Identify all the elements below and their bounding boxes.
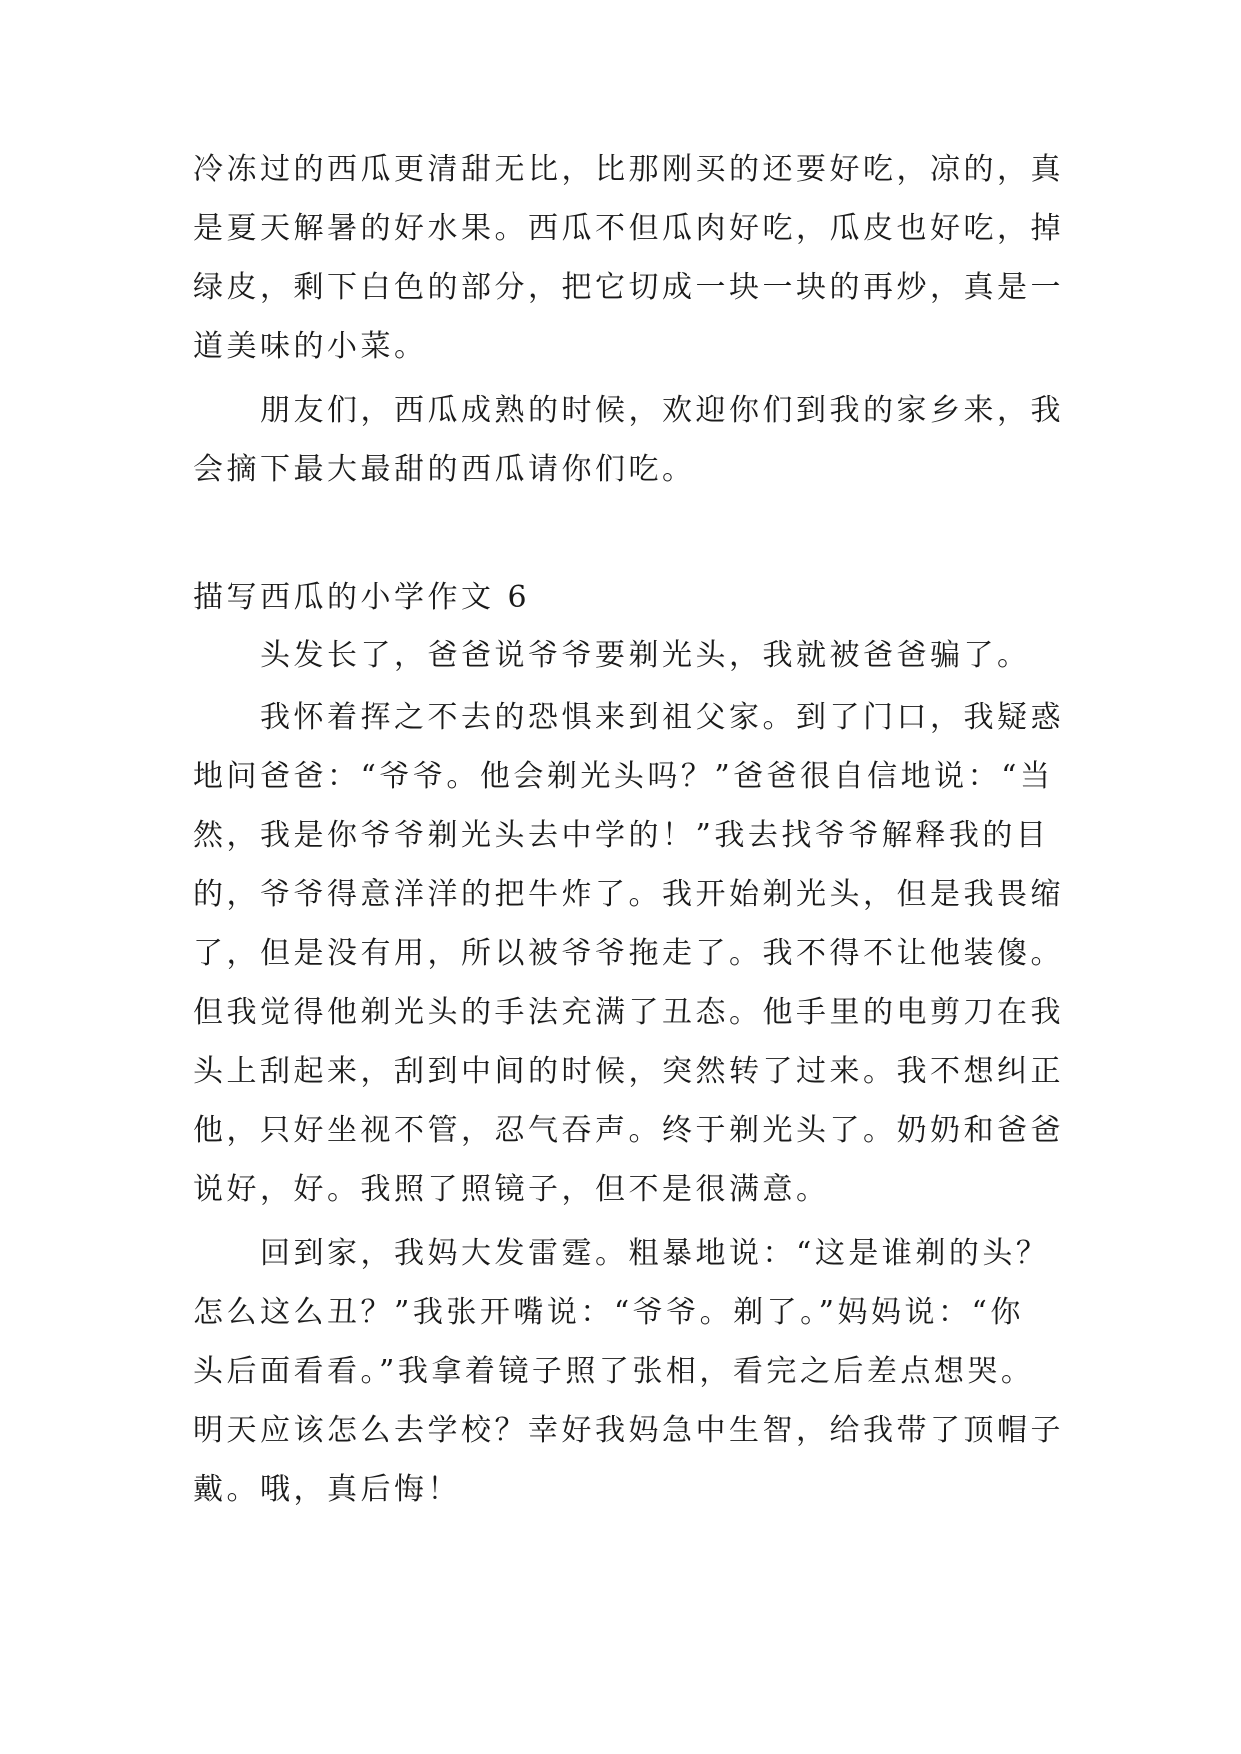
paragraph-line: 头后面看看。”我拿着镜子照了张相，看完之后差点想哭。 bbox=[193, 1354, 1035, 1389]
paragraph-line: 地问爸爸：“爷爷。他会剃光头吗？”爸爸很自信地说：“当 bbox=[193, 759, 1054, 794]
paragraph-line: 会摘下最大最甜的西瓜请你们吃。 bbox=[193, 452, 696, 487]
paragraph-line: 绿皮，剩下白色的部分，把它切成一块一块的再炒，真是一 bbox=[193, 270, 1064, 305]
paragraph-line: 但我觉得他剃光头的手法充满了丑态。他手里的电剪刀在我 bbox=[193, 995, 1064, 1030]
paragraph-line: 的，爷爷得意洋洋的把牛炸了。我开始剃光头，但是我畏缩 bbox=[193, 877, 1064, 912]
paragraph-line: 朋友们，西瓜成熟的时候，欢迎你们到我的家乡来，我 bbox=[193, 393, 1064, 428]
paragraph-line: 回到家，我妈大发雷霆。粗暴地说：“这是谁剃的头？ bbox=[193, 1236, 1050, 1271]
paragraph-line: 然，我是你爷爷剃光头去中学的！”我去找爷爷解释我的目 bbox=[193, 818, 1050, 853]
paragraph-line: 头上刮起来，刮到中间的时候，突然转了过来。我不想纠正 bbox=[193, 1054, 1064, 1089]
paragraph-line: 戴。哦，真后悔！ bbox=[193, 1472, 461, 1507]
paragraph-line: 我怀着挥之不去的恐惧来到祖父家。到了门口，我疑惑 bbox=[193, 700, 1064, 735]
paragraph-line: 说好，好。我照了照镜子，但不是很满意。 bbox=[193, 1172, 830, 1207]
paragraph-line: 他，只好坐视不管，忍气吞声。终于剃光头了。奶奶和爸爸 bbox=[193, 1113, 1064, 1148]
paragraph-line: 了，但是没有用，所以被爷爷拖走了。我不得不让他装傻。 bbox=[193, 936, 1064, 971]
paragraph-line: 冷冻过的西瓜更清甜无比，比那刚买的还要好吃，凉的，真 bbox=[193, 152, 1064, 187]
paragraph-line: 是夏天解暑的好水果。西瓜不但瓜肉好吃，瓜皮也好吃，掉 bbox=[193, 211, 1064, 246]
essay-title: 描写西瓜的小学作文 6 bbox=[193, 580, 531, 615]
paragraph-line: 怎么这么丑？”我张开嘴说：“爷爷。剃了。”妈妈说：“你 bbox=[193, 1295, 1024, 1330]
paragraph-line: 头发长了，爸爸说爷爷要剃光头，我就被爸爸骗了。 bbox=[193, 638, 1031, 673]
paragraph-line: 道美味的小菜。 bbox=[193, 329, 428, 364]
paragraph-line: 明天应该怎么去学校？幸好我妈急中生智，给我带了顶帽子 bbox=[193, 1413, 1064, 1448]
